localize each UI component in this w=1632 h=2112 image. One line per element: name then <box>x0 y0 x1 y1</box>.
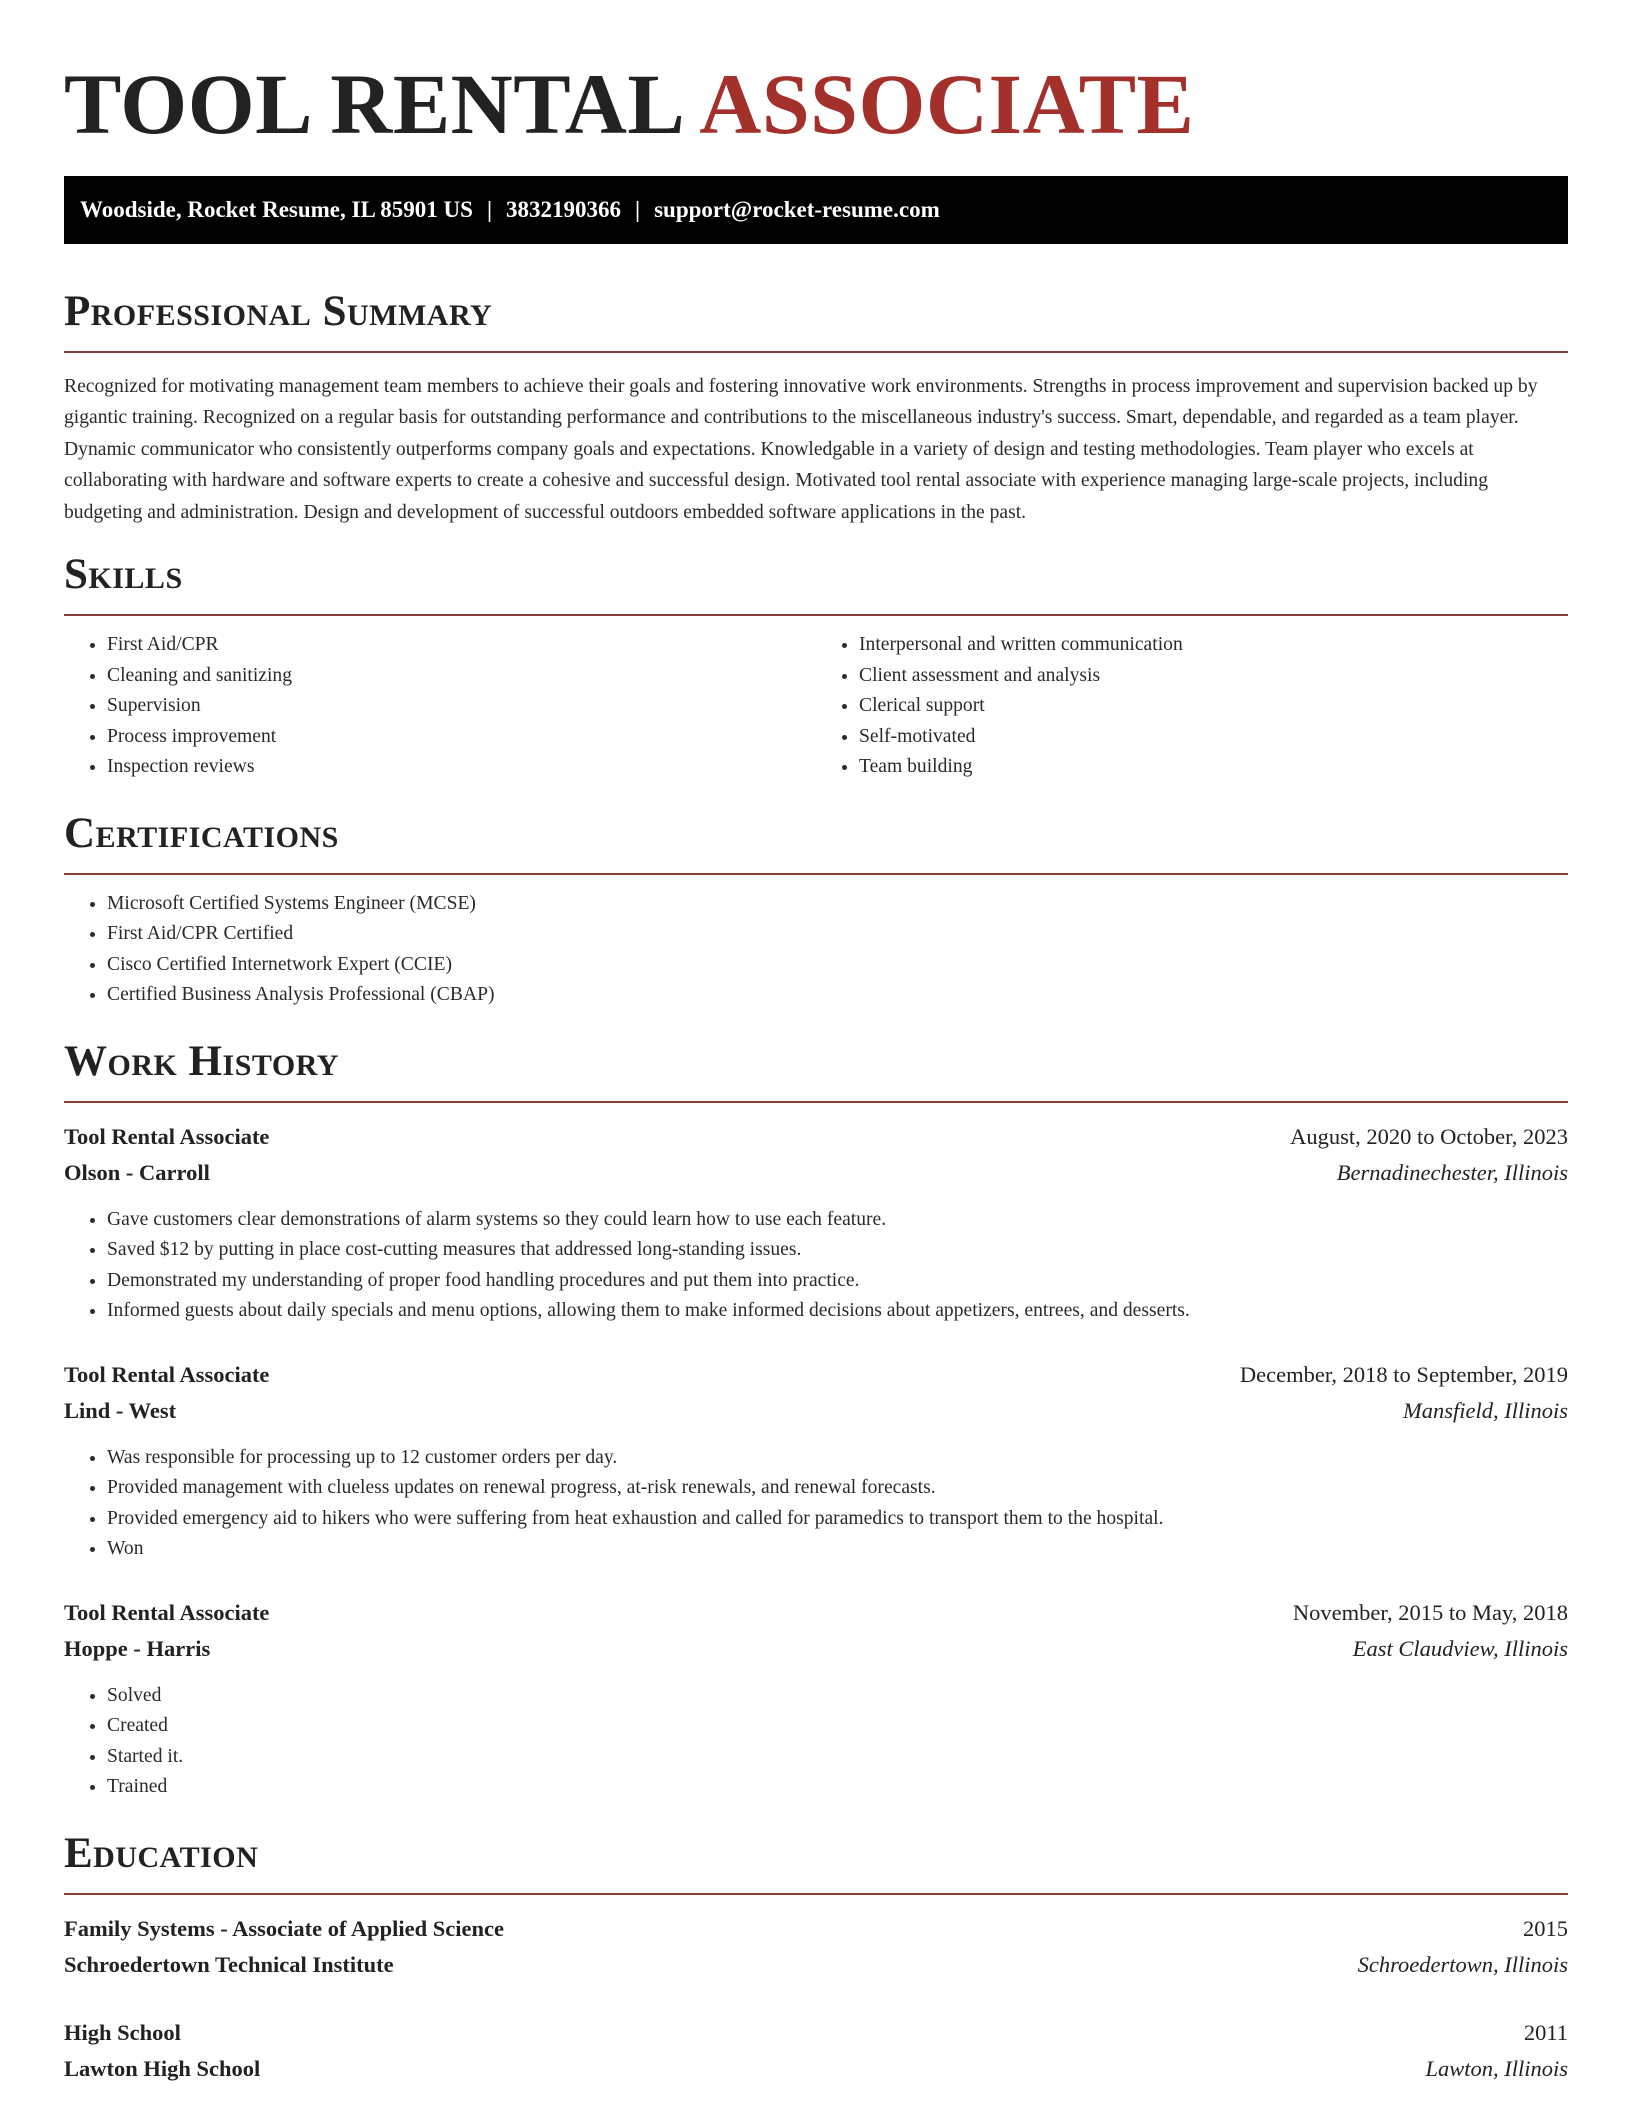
education-degree: Family Systems - Associate of Applied Science <box>64 1915 504 1941</box>
job-location: Mansfield, Illinois <box>1403 1397 1568 1423</box>
skill-item: • Interpersonal and written communication <box>859 630 1568 661</box>
job-bullet: • Informed guests about daily specials and menu options, allowing them to make informed decisions about appetizers, entrees, and desserts. <box>107 1296 1568 1327</box>
job-bullet: • Won <box>107 1534 1568 1565</box>
job-header-row <box>64 1119 1568 1155</box>
education-school: Lawton High School <box>64 2055 261 2081</box>
certification-item: • First Aid/CPR Certified <box>107 919 1568 950</box>
summary-text: Recognized for motivating management team members to achieve their goals and fostering innovative work environments. Strengths in process improvement and supervision backed up by gigantic training. Recognized on a regular basis for outstanding performance and contributions to the miscellaneous industry's success. Smart, dependable, and regarded as a team player. Dynamic communicator who consistently outperforms company goals and expectations. Knowledgable in a variety of design and testing methodologies. Team player who excels at collaborating with hardware and software experts to create a cohesive and successful design. Motivated tool rental associate with experience managing large-scale projects, including budgeting and administration. Design and development of successful outdoors embedded software applications in the past. <box>64 376 1538 523</box>
skill-item: • Supervision <box>107 691 816 722</box>
job-location: East Claudview, Illinois <box>1352 1635 1568 1661</box>
summary-heading: Professional Summary <box>64 288 493 335</box>
section-divider <box>64 873 1568 875</box>
education-location: Schroedertown, Illinois <box>1357 1951 1568 1977</box>
contact-separator: | <box>635 197 641 222</box>
job-title: Tool Rental Associate <box>64 1123 270 1149</box>
job-bullets <box>64 1205 1568 1327</box>
job-bullet: • Solved <box>107 1681 1568 1712</box>
job-company-row <box>64 1155 1568 1191</box>
contact-bar <box>64 176 1568 244</box>
contact-email: support@rocket-resume.com <box>654 197 940 222</box>
job-company-row <box>64 1393 1568 1429</box>
job-header-row <box>64 1595 1568 1631</box>
contact-separator: | <box>486 197 493 222</box>
education-entry <box>64 1911 1568 1983</box>
job-bullet: • Demonstrated my understanding of proper food handling procedures and put them into practice. <box>107 1266 1568 1297</box>
certifications-list <box>64 889 1568 1011</box>
summary-section <box>64 287 1568 528</box>
job-company-row <box>64 1631 1568 1667</box>
work-history-section <box>64 1037 1568 1803</box>
certification-item: • Microsoft Certified Systems Engineer (MCSE) <box>107 889 1568 920</box>
skill-item: • Client assessment and analysis <box>859 661 1568 692</box>
education-degree-row <box>64 2015 1568 2051</box>
job-entry <box>64 1119 1568 1327</box>
education-year: 2015 <box>1523 1915 1568 1941</box>
education-school-row <box>64 1947 1568 1983</box>
title-part-1: TOOL RENTAL <box>64 56 686 152</box>
skills-heading: Skills <box>64 551 183 599</box>
section-divider <box>64 1893 1568 1895</box>
job-company: Hoppe - Harris <box>64 1635 211 1661</box>
section-divider <box>64 351 1568 353</box>
job-entry <box>64 1357 1568 1565</box>
skills-columns <box>64 616 1568 783</box>
page-title <box>64 0 1568 150</box>
skill-item: • Inspection reviews <box>107 752 816 783</box>
skills-list-left <box>64 630 816 783</box>
job-bullet: • Gave customers clear demonstrations of alarm systems so they could learn how to use each feature. <box>107 1205 1568 1236</box>
contact-phone: 3832190366 <box>506 197 622 222</box>
education-year: 2011 <box>1523 2019 1568 2045</box>
skill-item: • Clerical support <box>859 691 1568 722</box>
job-entry <box>64 1595 1568 1803</box>
job-bullets <box>64 1681 1568 1803</box>
skills-section <box>64 550 1568 783</box>
job-bullets <box>64 1443 1568 1565</box>
job-bullet: • Was responsible for processing up to 12 customer orders per day. <box>107 1443 1568 1474</box>
job-title: Tool Rental Associate <box>64 1599 270 1625</box>
contact-address: Woodside, Rocket Resume, IL 85901 US <box>80 197 473 222</box>
certifications-heading: Certifications <box>64 809 339 857</box>
education-degree-row <box>64 1911 1568 1947</box>
skill-item: • Team building <box>859 752 1568 783</box>
title-part-2: ASSOCIATE <box>699 56 1195 152</box>
job-header-row <box>64 1357 1568 1393</box>
education-degree: High School <box>64 2019 181 2045</box>
skill-item: • Process improvement <box>107 722 816 753</box>
certifications-section <box>64 809 1568 1011</box>
job-dates: November, 2015 to May, 2018 <box>1292 1599 1568 1625</box>
education-entry <box>64 2015 1568 2087</box>
education-location: Lawton, Illinois <box>1425 2055 1568 2081</box>
job-location: Bernadinechester, Illinois <box>1336 1159 1568 1185</box>
education-school-row <box>64 2051 1568 2087</box>
certification-item: • Certified Business Analysis Professional (CBAP) <box>107 980 1568 1011</box>
job-bullet: • Provided management with clueless updates on renewal progress, at-risk renewals, and renewal forecasts. <box>107 1473 1568 1504</box>
skill-item: • First Aid/CPR <box>107 630 816 661</box>
job-bullet: • Created <box>107 1711 1568 1742</box>
education-section <box>64 1829 1568 2087</box>
education-heading: Education <box>64 1829 259 1877</box>
job-company: Olson - Carroll <box>64 1159 210 1185</box>
job-bullet: • Provided emergency aid to hikers who were suffering from heat exhaustion and called for paramedics to transport them to the hospital. <box>107 1504 1568 1535</box>
certification-item: • Cisco Certified Internetwork Expert (CCIE) <box>107 950 1568 981</box>
skills-list-right <box>816 630 1568 783</box>
education-school: Schroedertown Technical Institute <box>64 1951 394 1977</box>
job-dates: August, 2020 to October, 2023 <box>1290 1123 1568 1149</box>
job-bullet: • Saved $12 by putting in place cost-cutting measures that addressed long-standing issues. <box>107 1235 1568 1266</box>
skill-item: • Self-motivated <box>859 722 1568 753</box>
skill-item: • Cleaning and sanitizing <box>107 661 816 692</box>
job-company: Lind - West <box>64 1397 177 1423</box>
job-dates: December, 2018 to September, 2019 <box>1239 1361 1568 1387</box>
section-divider <box>64 1101 1568 1103</box>
job-bullet: • Started it. <box>107 1742 1568 1773</box>
job-bullet: • Trained <box>107 1772 1568 1803</box>
job-title: Tool Rental Associate <box>64 1361 270 1387</box>
work-history-heading: Work History <box>64 1037 339 1085</box>
